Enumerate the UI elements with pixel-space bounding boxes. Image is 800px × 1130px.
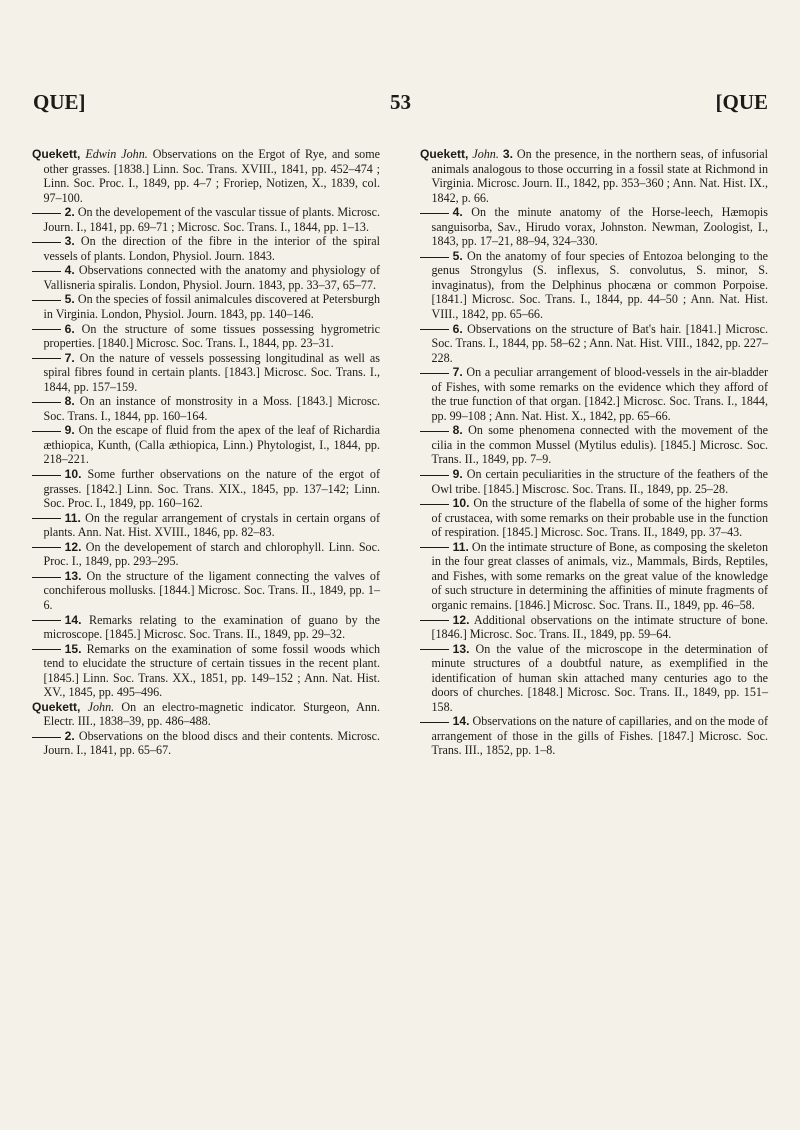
entry-number: 8. (64, 394, 75, 409)
bibliography-entry (420, 642, 768, 715)
entry-number: 11. (452, 539, 469, 554)
ditto-dash (32, 577, 61, 578)
entry-number: 7. (64, 350, 75, 365)
bibliography-entry (32, 700, 380, 729)
left-column (32, 147, 380, 758)
ditto-dash (32, 518, 61, 519)
bibliography-entry (420, 423, 768, 467)
entry-number: 3. (64, 234, 75, 249)
entry-text: On the value of the microscope in the determination of minute structures of a doubtful nature, as exemplified in the identification of human skin attached many centuries ago to the doors of churches. [1848.] Microsc. Soc. Trans. II., 1849, pp. 151–158. (431, 641, 768, 714)
entry-number: 2. (64, 728, 75, 743)
entry-text: On the anatomy of four species of Entozoa belonging to the genus Strongylus (S. inflexus, S. convolutus, S. minor, S. invaginatus), from the Delphinus phocæna or common Porpoise. [1841.] Microsc. Soc. Trans. I., 1844, pp. 44–50 ; Ann. Nat. Hist. VIII., 1842, pp. 65–66. (431, 248, 769, 322)
entry-text: On certain peculiarities in the structure of the feathers of the Owl tribe. [1845.] Miscrosc. Soc. Trans. II., 1849, pp. 25–28. (431, 467, 768, 496)
ditto-dash (420, 373, 449, 374)
right-column (420, 147, 768, 758)
entry-number: 13. (452, 641, 470, 656)
entry-text: Additional observations on the intimate structure of bone. [1846.] Microsc. Soc. Trans. II., 1849, pp. 59–64. (431, 612, 768, 642)
bibliography-entry (32, 234, 380, 263)
ditto-dash (420, 649, 449, 650)
entry-text: Observations connected with the anatomy and physiology of Vallisneria spiralis. London, Physiol. Journ. 1843, pp. 33–37, 65–77. (43, 263, 380, 292)
entry-forename: John. (472, 147, 499, 161)
bibliography-entry (32, 467, 380, 511)
entry-number: 3. (502, 147, 513, 161)
entry-text: On the minute anatomy of the Horse-leech, Hæmopis sanguisorba, Sav., Hirudo vorax, Johnston. Newman, Zoologist, I., 1843, pp. 17–21, 88–94, 324–330. (431, 205, 768, 249)
running-head-left: QUE] (33, 90, 86, 114)
bibliography-entry (32, 351, 380, 395)
entry-number: 8. (452, 423, 463, 438)
page-number: 53 (390, 90, 411, 114)
entry-number: 7. (452, 365, 463, 380)
ditto-dash (32, 402, 61, 403)
entry-text: On the developement of starch and chlorophyll. Linn. Soc. Proc. I., 1849, pp. 293–295. (43, 539, 380, 569)
bibliography-entry (420, 540, 768, 613)
bibliography-entry (32, 511, 380, 540)
entry-number: 5. (452, 248, 463, 263)
entry-text: On an electro-magnetic indicator. Sturgeon, Ann. Electr. III., 1838–39, pp. 486–488. (43, 699, 380, 729)
bibliography-entry (32, 540, 380, 569)
entry-text: Observations on the blood discs and their contents. Microsc. Journ. I., 1841, pp. 65–67. (43, 728, 380, 758)
bibliography-entry (420, 147, 768, 205)
ditto-dash (420, 722, 449, 723)
entry-number: 14. (452, 714, 470, 729)
ditto-dash (420, 213, 449, 214)
entry-number: 6. (452, 321, 463, 336)
bibliography-entry (32, 423, 380, 467)
entry-number: 12. (64, 539, 82, 554)
entry-forename: Edwin John. (85, 147, 148, 161)
ditto-dash (32, 242, 61, 243)
entry-number: 13. (64, 568, 82, 583)
ditto-dash (32, 475, 61, 476)
entry-text: On the structure of some tissues possessing hygrometric properties. [1840.] Microsc. Soc. Trans. I., 1844, pp. 23–31. (43, 321, 380, 351)
entry-text: On the presence, in the northern seas, of infusorial animals analogous to those occurring in a fossil state at Richmond in Virginia. Microsc. Journ. II., 1842, pp. 353–360 ; Ann. Nat. Hist. IX., 1842, p. 66. (431, 147, 769, 205)
entry-number: 9. (64, 423, 75, 438)
bibliography-entry (32, 322, 380, 351)
ditto-dash (32, 431, 61, 432)
entry-number: 10. (64, 467, 82, 482)
ditto-dash (420, 257, 449, 258)
ditto-dash (32, 213, 61, 214)
entry-text: On the developement of the vascular tissue of plants. Microsc. Journ. I., 1841, pp. 69–71 ; Microsc. Soc. Trans. I., 1844, pp. 1–13. (43, 205, 380, 234)
ditto-dash (420, 329, 449, 330)
entry-text: Remarks relating to the examination of guano by the microscope. [1845.] Microsc. Soc. Trans. II., 1849, pp. 29–32. (43, 612, 380, 642)
entry-text: Observations on the Ergot of Rye, and some other grasses. [1838.] Linn. Soc. Trans. XVIII., 1841, pp. 452–474 ; Linn. Soc. Proc. I., 1849, pp. 4–7 ; Froriep, Notizen, X., 1839, col. 97–100. (43, 147, 381, 205)
entry-text: On the escape of fluid from the apex of the leaf of Richardia æthiopica, Kunth, (Calla æthiopica, Linn.) Phytologist, I., 1844, pp. 218–221. (43, 423, 380, 467)
entry-number: 10. (452, 496, 470, 511)
ditto-dash (32, 358, 61, 359)
ditto-dash (32, 300, 61, 301)
bibliography-entry (420, 496, 768, 540)
bibliography-entry (420, 365, 768, 423)
ditto-dash (420, 547, 449, 548)
bibliography-entry (32, 569, 380, 613)
entry-text: On the structure of the flabella of some of the higher forms of crustacea, with some remarks on their probable use in the function of respiration. [1845.] Microsc. Soc. Trans. II., 1849, pp. 37–43. (431, 496, 768, 540)
entry-number: 14. (64, 612, 82, 627)
bibliography-entry (32, 292, 380, 321)
entry-text: On an instance of monstrosity in a Moss. [1843.] Microsc. Soc. Trans. I., 1844, pp. 160–164. (43, 394, 380, 423)
ditto-dash (32, 620, 61, 621)
bibliography-entry (32, 205, 380, 234)
bibliography-entry (32, 729, 380, 758)
entry-text: On the structure of the ligament connecting the valves of conchiferous mollusks. [1844.] Microsc. Soc. Trans. II., 1849, pp. 1–6. (43, 568, 380, 612)
ditto-dash (420, 431, 449, 432)
bibliography-entry (32, 263, 380, 292)
entry-text: On the nature of vessels possessing longitudinal as well as spiral fibres found in certain plants. [1843.] Microsc. Soc. Trans. I., 1844, pp. 157–159. (43, 350, 380, 394)
bibliography-entry (420, 714, 768, 758)
ditto-dash (32, 329, 61, 330)
ditto-dash (32, 271, 61, 272)
entry-text: On a peculiar arrangement of blood-vessels in the air-bladder of Fishes, with some remarks on the evidence which they afford of the true function of that organ. [1842.] Microsc. Soc. Trans. I., 1844, pp. 99–108 ; Ann. Nat. Hist. X., 1842, pp. 65–66. (431, 365, 768, 423)
entry-text: On the species of fossil animalcules discovered at Petersburgh in Virginia. London, Physiol. Journ. 1843, pp. 140–146. (43, 292, 380, 322)
bibliography-entry (420, 467, 768, 496)
ditto-dash (420, 475, 449, 476)
entry-text: Some further observations on the nature of the ergot of grasses. [1842.] Linn. Soc. Trans. XIX., 1845, pp. 137–142; Linn. Soc. Proc. I., 1849, pp. 160–162. (43, 467, 380, 511)
entry-text: Observations on the structure of Bat's hair. [1841.] Microsc. Soc. Trans. I., 1844, pp. 58–62 ; Ann. Nat. Hist. VIII., 1842, pp. 227–228. (431, 321, 769, 365)
ditto-dash (420, 620, 449, 621)
entry-text: Remarks on the examination of some fossil woods which tend to elucidate the structure of certain tissues in the recent plant. [1845.] Linn. Soc. Trans. XX., 1851, pp. 149–152 ; Ann. Nat. Hist. XV., 1845, pp. 495–496. (43, 641, 380, 700)
entry-number: 4. (64, 263, 75, 278)
bibliography-entry (420, 322, 768, 366)
entry-text: On the regular arrangement of crystals in certain organs of plants. Ann. Nat. Hist. XVIII., 1846, pp. 82–83. (43, 510, 380, 540)
entry-number: 15. (64, 641, 82, 656)
entry-number: 2. (64, 205, 75, 220)
bibliography-entry (32, 642, 380, 700)
bibliography-entry (32, 394, 380, 423)
bibliography-entry (32, 147, 380, 205)
entry-text: On some phenomena connected with the movement of the cilia in the common Mussel (Mytilus edulis). [1845.] Microsc. Soc. Trans. II., 1849, pp. 7–9. (431, 423, 768, 467)
ditto-dash (420, 504, 449, 505)
bibliography-entry (32, 613, 380, 642)
entry-number: 9. (452, 467, 463, 482)
entry-text: Observations on the nature of capillaries, and on the mode of arrangement of those in the gills of Fishes. [1847.] Microsc. Soc. Trans. III., 1852, pp. 1–8. (431, 714, 768, 758)
entry-text: On the direction of the fibre in the interior of the spiral vessels of plants. London, Physiol. Journ. 1843. (43, 234, 380, 263)
entry-number: 5. (64, 292, 75, 307)
ditto-dash (32, 649, 61, 650)
running-head-right: [QUE (715, 90, 768, 114)
entry-number: 6. (64, 321, 75, 336)
ditto-dash (32, 737, 61, 738)
entry-text: On the intimate structure of Bone, as composing the skeleton in the four great classes of animals, viz., Mammals, Birds, Reptiles, and Fishes, with some remarks on the great value of the knowledge of such structure in determining the affinities of minute fragments of organic remains. [1846.] Microsc. Soc. Trans. II., 1849, pp. 46–58. (431, 539, 768, 612)
entry-author: Quekett, (420, 147, 469, 161)
bibliography-entry (420, 613, 768, 642)
entry-number: 4. (452, 205, 463, 220)
bibliography-entry (420, 249, 768, 322)
entry-author: Quekett, (32, 147, 81, 161)
entry-forename: John. (87, 699, 115, 714)
ditto-dash (32, 547, 61, 548)
entry-number: 12. (452, 612, 470, 627)
entry-number: 11. (64, 510, 81, 525)
page-header (33, 90, 768, 118)
bibliography-entry (420, 205, 768, 249)
entry-author: Quekett, (32, 699, 81, 714)
